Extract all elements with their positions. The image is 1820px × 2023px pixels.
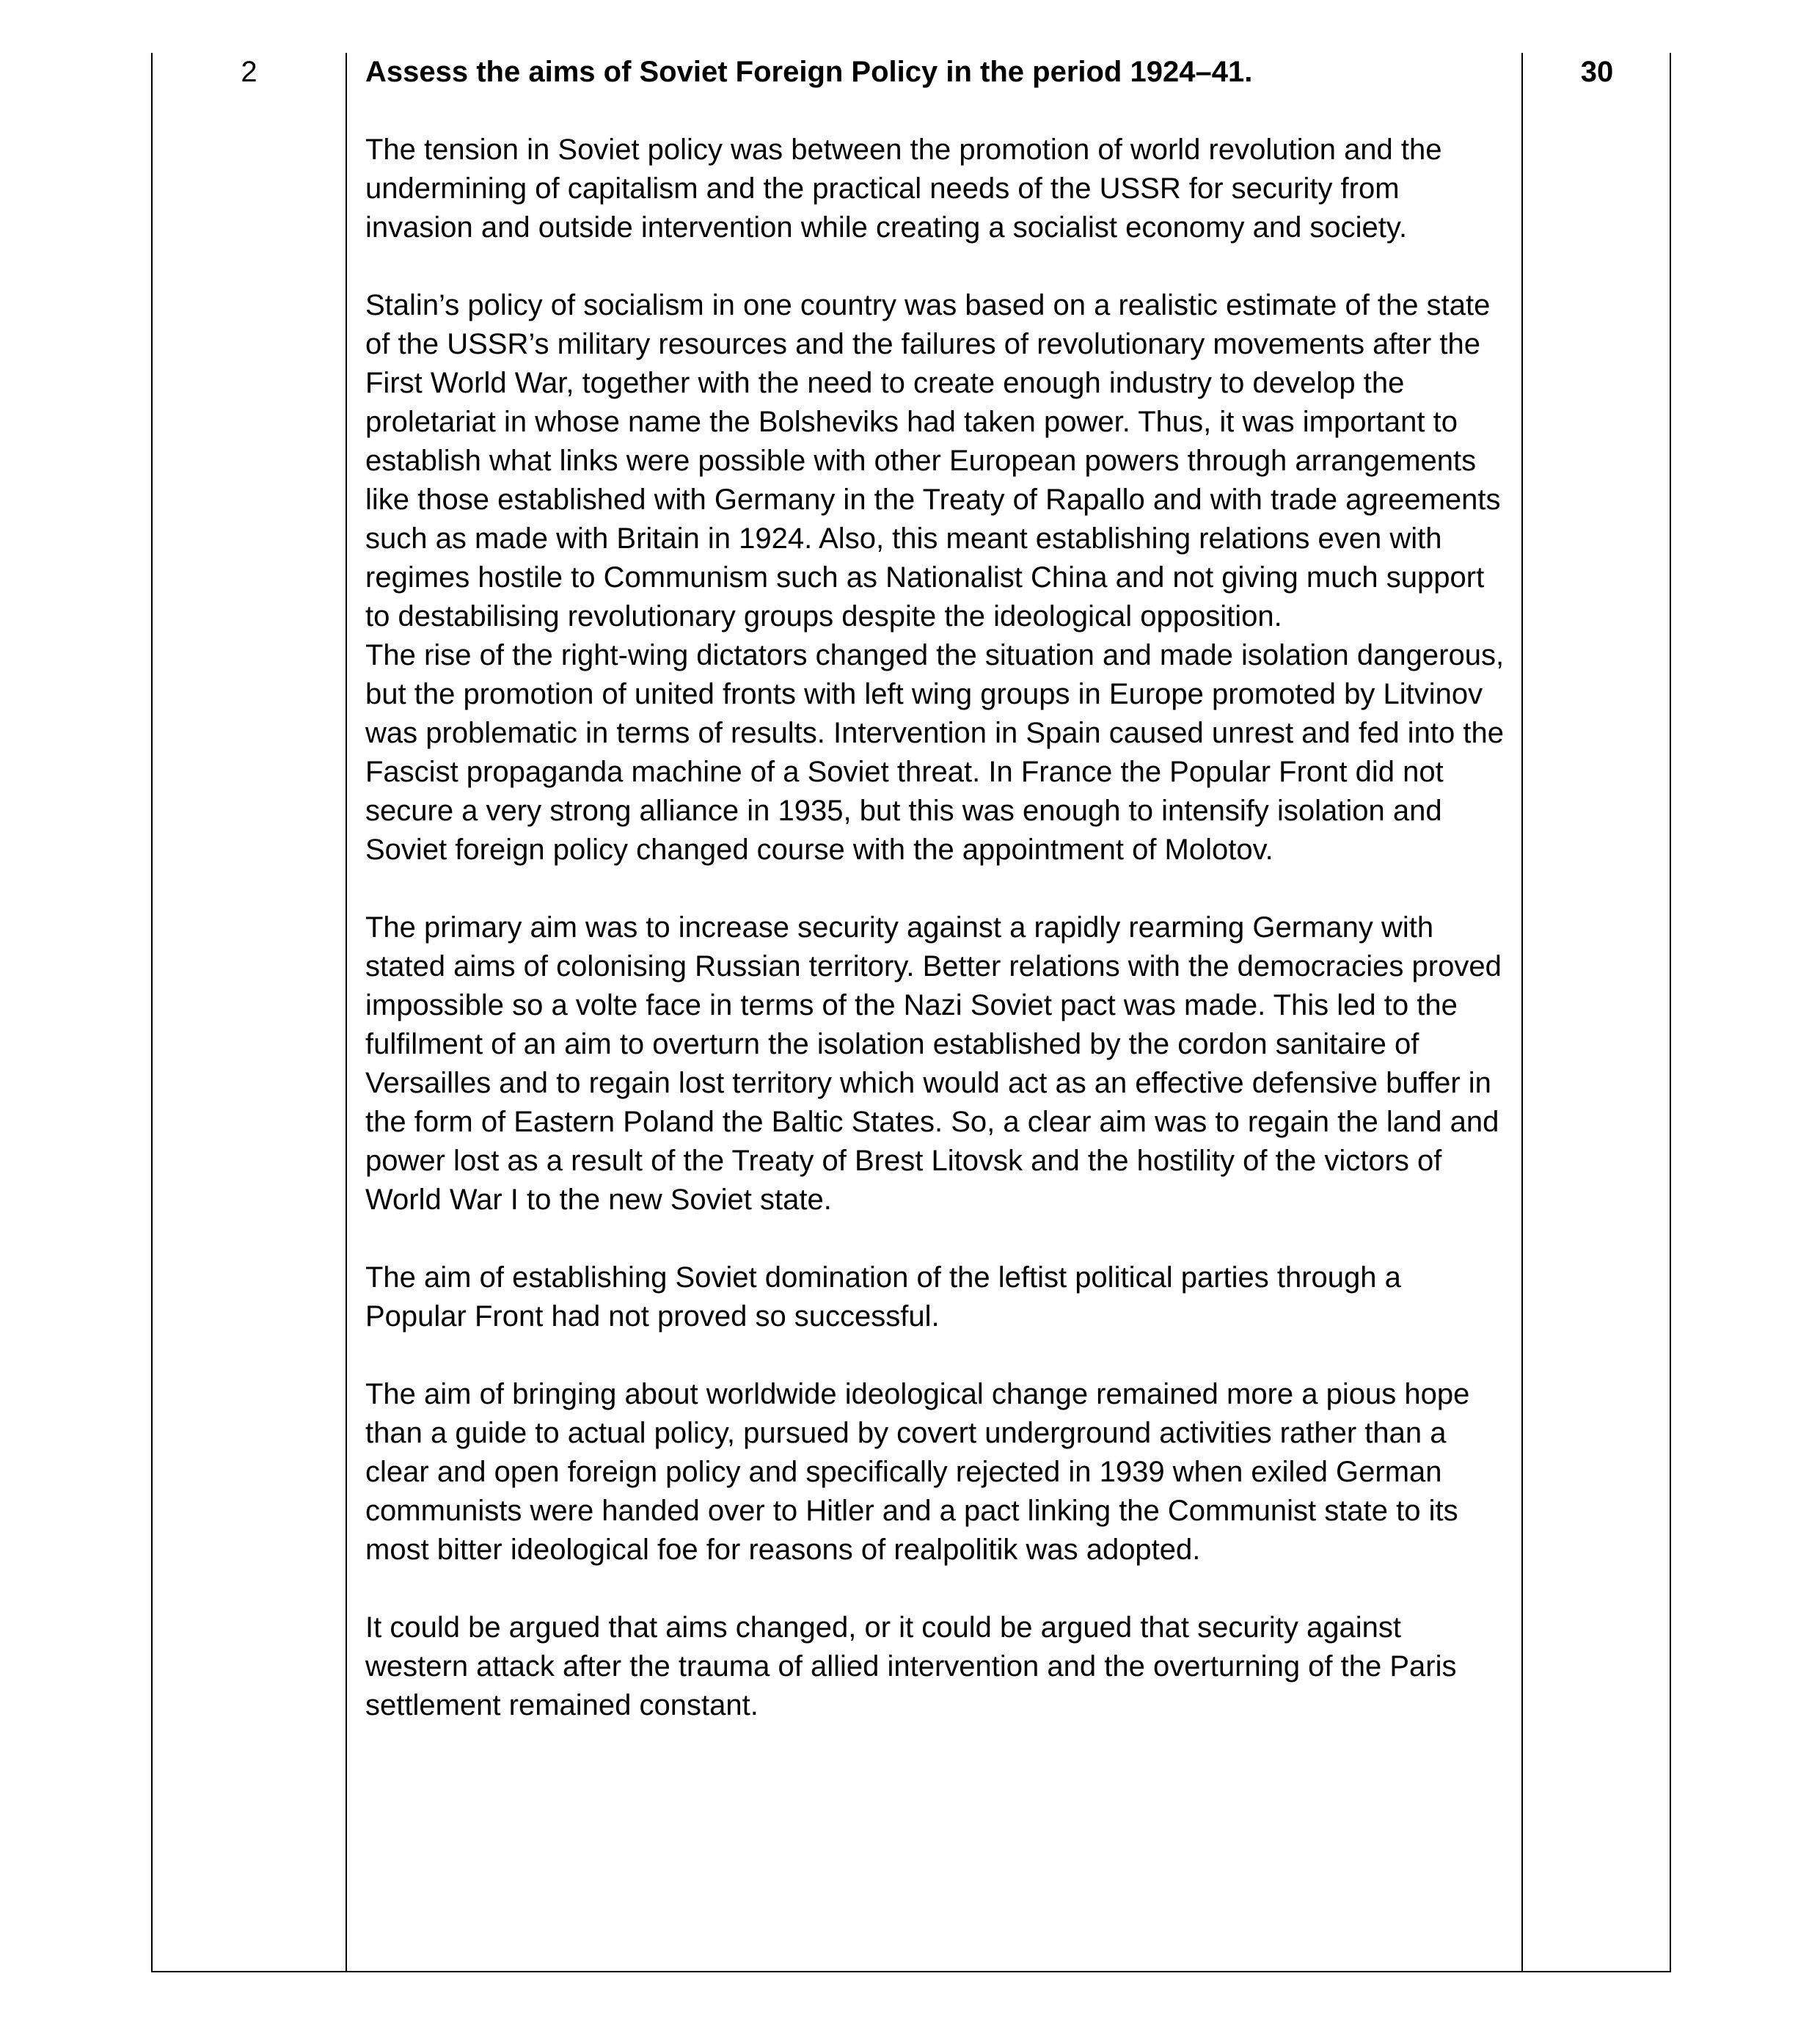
answer-paragraph: The primary aim was to increase security against a rapidly rearming Germany with stated aims of colonising Russian territory. Better relations with the democracies proved impossible so a volte face in terms of the Nazi Soviet pact was made. This led to the fulfilment of an aim to overturn the isolation established by the cordon sanitaire of Versailles and to regain lost territory which would act as an effective defensive buffer in the form of Eastern Poland the Baltic States. So, a clear aim was to regain the land and power lost as a result of the Treaty of Brest Litovsk and the hostility of the victors of World War I to the new Soviet state. <box>365 911 1502 1216</box>
answer-content <box>365 53 1510 1725</box>
answer-paragraph: The aim of bringing about worldwide ideological change remained more a pious hope than a guide to actual policy, pursued by covert underground activities rather than a clear and open foreign policy and specifically rejected in 1939 when exiled German communists were handed over to Hitler and a pact linking the Communist state to its most bitter ideological foe for reasons of realpolitik was adopted. <box>365 1378 1470 1566</box>
question-number: 2 <box>241 56 257 88</box>
question-text: Assess the aims of Soviet Foreign Policy in the period 1924–41. <box>365 56 1253 88</box>
answer-paragraph: It could be argued that aims changed, or it could be argued that security against western attack after the trauma of allied intervention and the overturning of the Paris settlement remained constant. <box>365 1611 1457 1721</box>
answer-paragraph: Stalin’s policy of socialism in one country was based on a realistic estimate of the state of the USSR’s military resources and the failures of revolutionary movements after the First World War, together with the need to create enough industry to develop the proletariat in whose name the Bolsheviks had taken power. Thus, it was important to establish what links were possible with other European powers through arrangements like those established with Germany in the Treaty of Rapallo and with trade agreements such as made with Britain in 1924. Also, this meant establishing relations even with regimes hostile to Communism such as Nationalist China and not giving much support to destabilising revolutionary groups despite the ideological opposition. <box>365 289 1501 633</box>
answer-paragraph: The rise of the right-wing dictators changed the situation and made isolation dangerous, but the promotion of united fronts with left wing groups in Europe promoted by Litvinov was problematic in terms of results. Intervention in Spain caused unrest and fed into the Fascist propaganda machine of a Soviet threat. In France the Popular Front did not secure a very strong alliance in 1935, but this was enough to intensify isolation and Soviet foreign policy changed course with the appointment of Molotov. <box>365 639 1505 866</box>
column-divider <box>1521 53 1523 1971</box>
mark-scheme-table <box>151 53 1671 1972</box>
answer-paragraph: The aim of establishing Soviet domination of the leftist political parties through a Popular Front had not proved so successful. <box>365 1261 1401 1333</box>
answer-paragraph: The tension in Soviet policy was between the promotion of world revolution and the undermining of capitalism and the practical needs of the USSR for security from invasion and outside intervention while creating a socialist economy and society. <box>365 134 1442 244</box>
marks-value: 30 <box>1580 56 1614 88</box>
column-divider <box>346 53 347 1971</box>
